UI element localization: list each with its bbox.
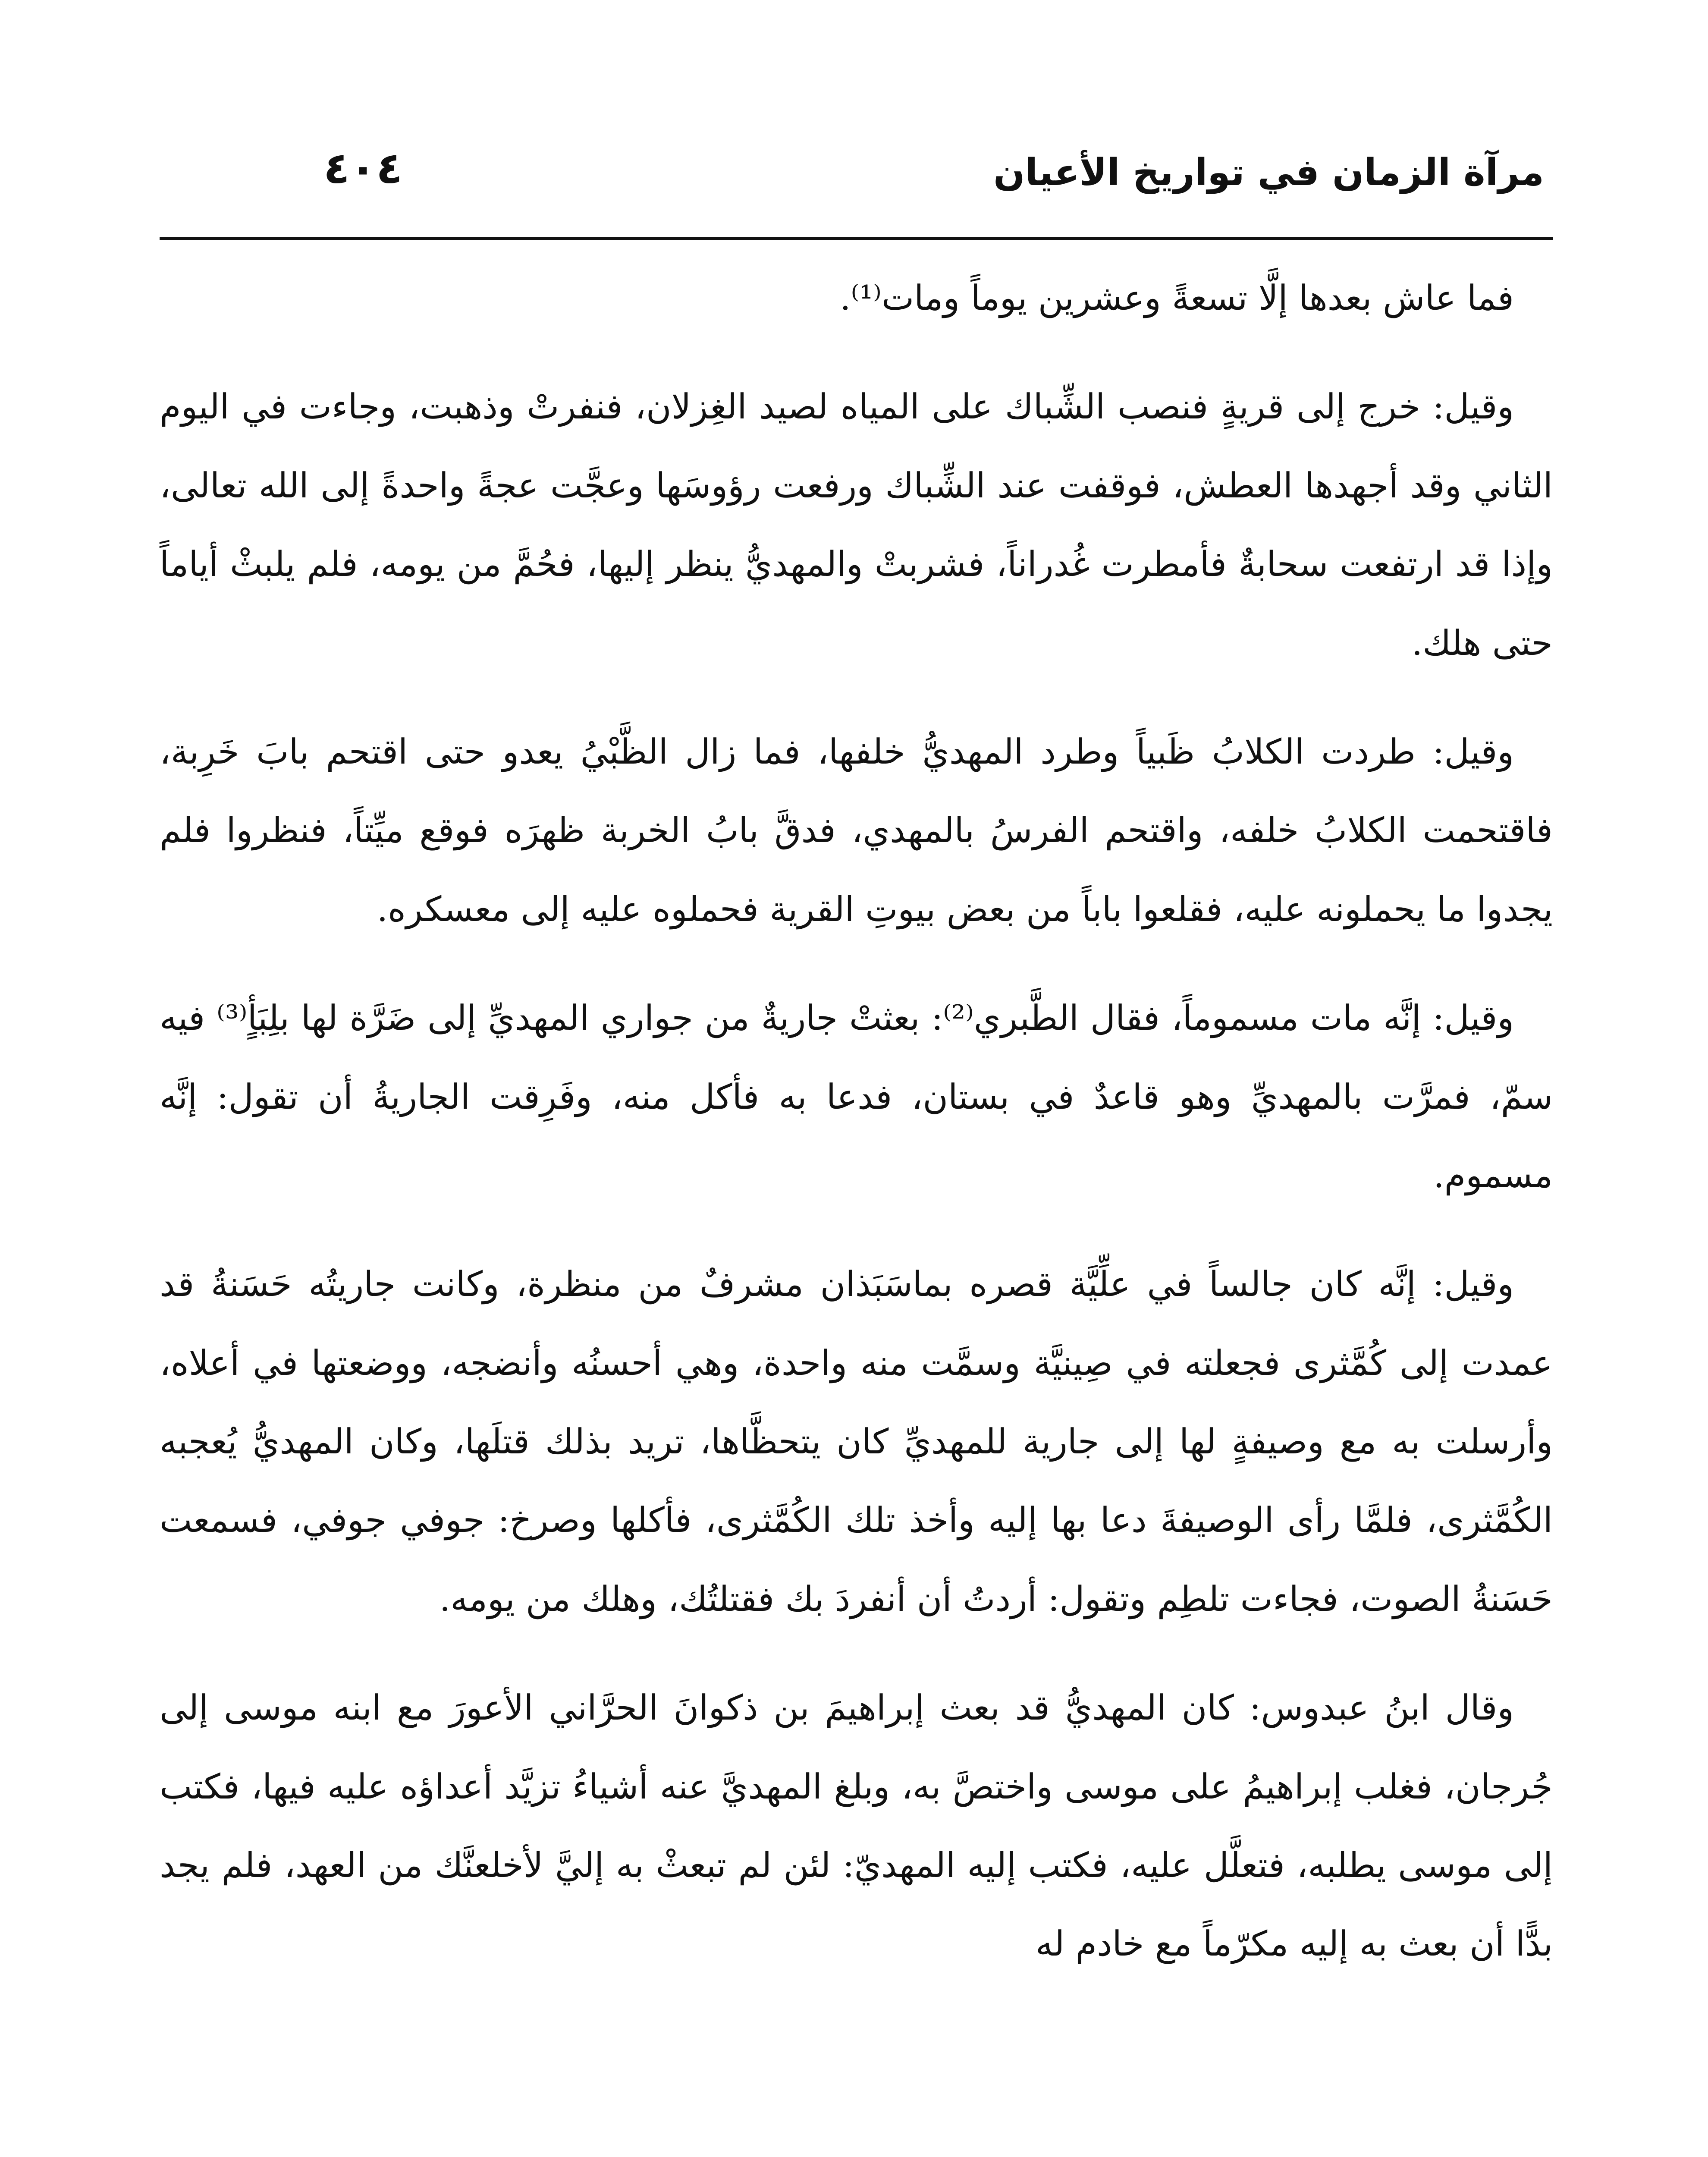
body-text (160, 259, 1553, 2014)
paragraph: وقيل: خرج إلى قريةٍ فنصب الشِّباك على المياه لصيد الغِزلان، فنفرتْ وذهبت، وجاءت في اليوم الثاني وقد أجهدها العطش، فوقفت عند الشِّباك ورفعت رؤوسَها وعجَّت عجةً واحدةً إلى الله تعالى، وإذا قد ارتفعت سحابةٌ فأمطرت غُدراناً، فشربتْ والمهديُّ ينظر إليها، فحُمَّ من يومه، فلم يلبثْ أياماً حتى هلك. (160, 387, 1553, 663)
paragraph: فما عاش بعدها إلَّا تسعةً وعشرين يوماً ومات⁽¹⁾. (840, 278, 1514, 318)
header-rule (160, 237, 1553, 240)
paragraph: وقيل: إنَّه مات مسموماً، فقال الطَّبري⁽²⁾: بعثتْ جاريةٌ من جواري المهديِّ إلى ضَرَّة لها بلِبَأٍ⁽³⁾ فيه سمّ، فمرَّت بالمهديِّ وهو قاعدٌ في بستان، فدعا به فأكل منه، وفَرِقت الجاريةُ أن تقول: إنَّه مسموم. (160, 998, 1553, 1195)
page-number: ٤٠٤ (323, 143, 403, 193)
paragraph: وقال ابنُ عبدوس: كان المهديُّ قد بعث إبراهيمَ بن ذكوانَ الحرَّاني الأعورَ مع ابنه موسى إلى جُرجان، فغلب إبراهيمُ على موسى واختصَّ به، وبلغ المهديَّ عنه أشياءُ تزيَّد أعداؤه عليه فيها، فكتب إلى موسى يطلبه، فتعلَّل عليه، فكتب إليه المهديّ: لئن لم تبعثْ به إليَّ لأخلعنَّك من العهد، فلم يجد بدًّا أن بعث به إليه مكرّماً مع خادم له (160, 1688, 1553, 1964)
book-page (160, 0, 1553, 2157)
paragraph: وقيل: إنَّه كان جالساً في علِّيَّة قصره بماسَبَذان مشرفٌ من منظرة، وكانت جاريتُه حَسَنةُ قد عمدت إلى كُمَّثرى فجعلته في صِينيَّة وسمَّت منه واحدة، وهي أحسنُه وأنضجه، ووضعتها في أعلاه، وأرسلت به مع وصيفةٍ لها إلى جارية للمهديِّ كان يتحظَّاها، تريد بذلك قتلَها، وكان المهديُّ يُعجبه الكُمَّثرى، فلمَّا رأى الوصيفةَ دعا بها إليه وأخذ تلك الكُمَّثرى، فأكلها وصرخ: جوفي جوفي، فسمعت حَسَنةُ الصوت، فجاءت تلطِم وتقول: أردتُ أن أنفردَ بك فقتلتُك، وهلك من يومه. (160, 1264, 1553, 1619)
page-header (160, 129, 1553, 229)
paragraph: وقيل: طردت الكلابُ ظَبياً وطرد المهديُّ خلفها، فما زال الظَّبْيُ يعدو حتى اقتحم بابَ خَرِبة، فاقتحمت الكلابُ خلفه، واقتحم الفرسُ بالمهدي، فدقَّ بابُ الخربة ظهرَه فوقع ميِّتاً، فنظروا فلم يجدوا ما يحملونه عليه، فقلعوا باباً من بعض بيوتِ القرية فحملوه عليه إلى معسكره. (160, 731, 1553, 929)
running-title: مرآة الزمان في تواريخ الأعيان (993, 151, 1544, 194)
